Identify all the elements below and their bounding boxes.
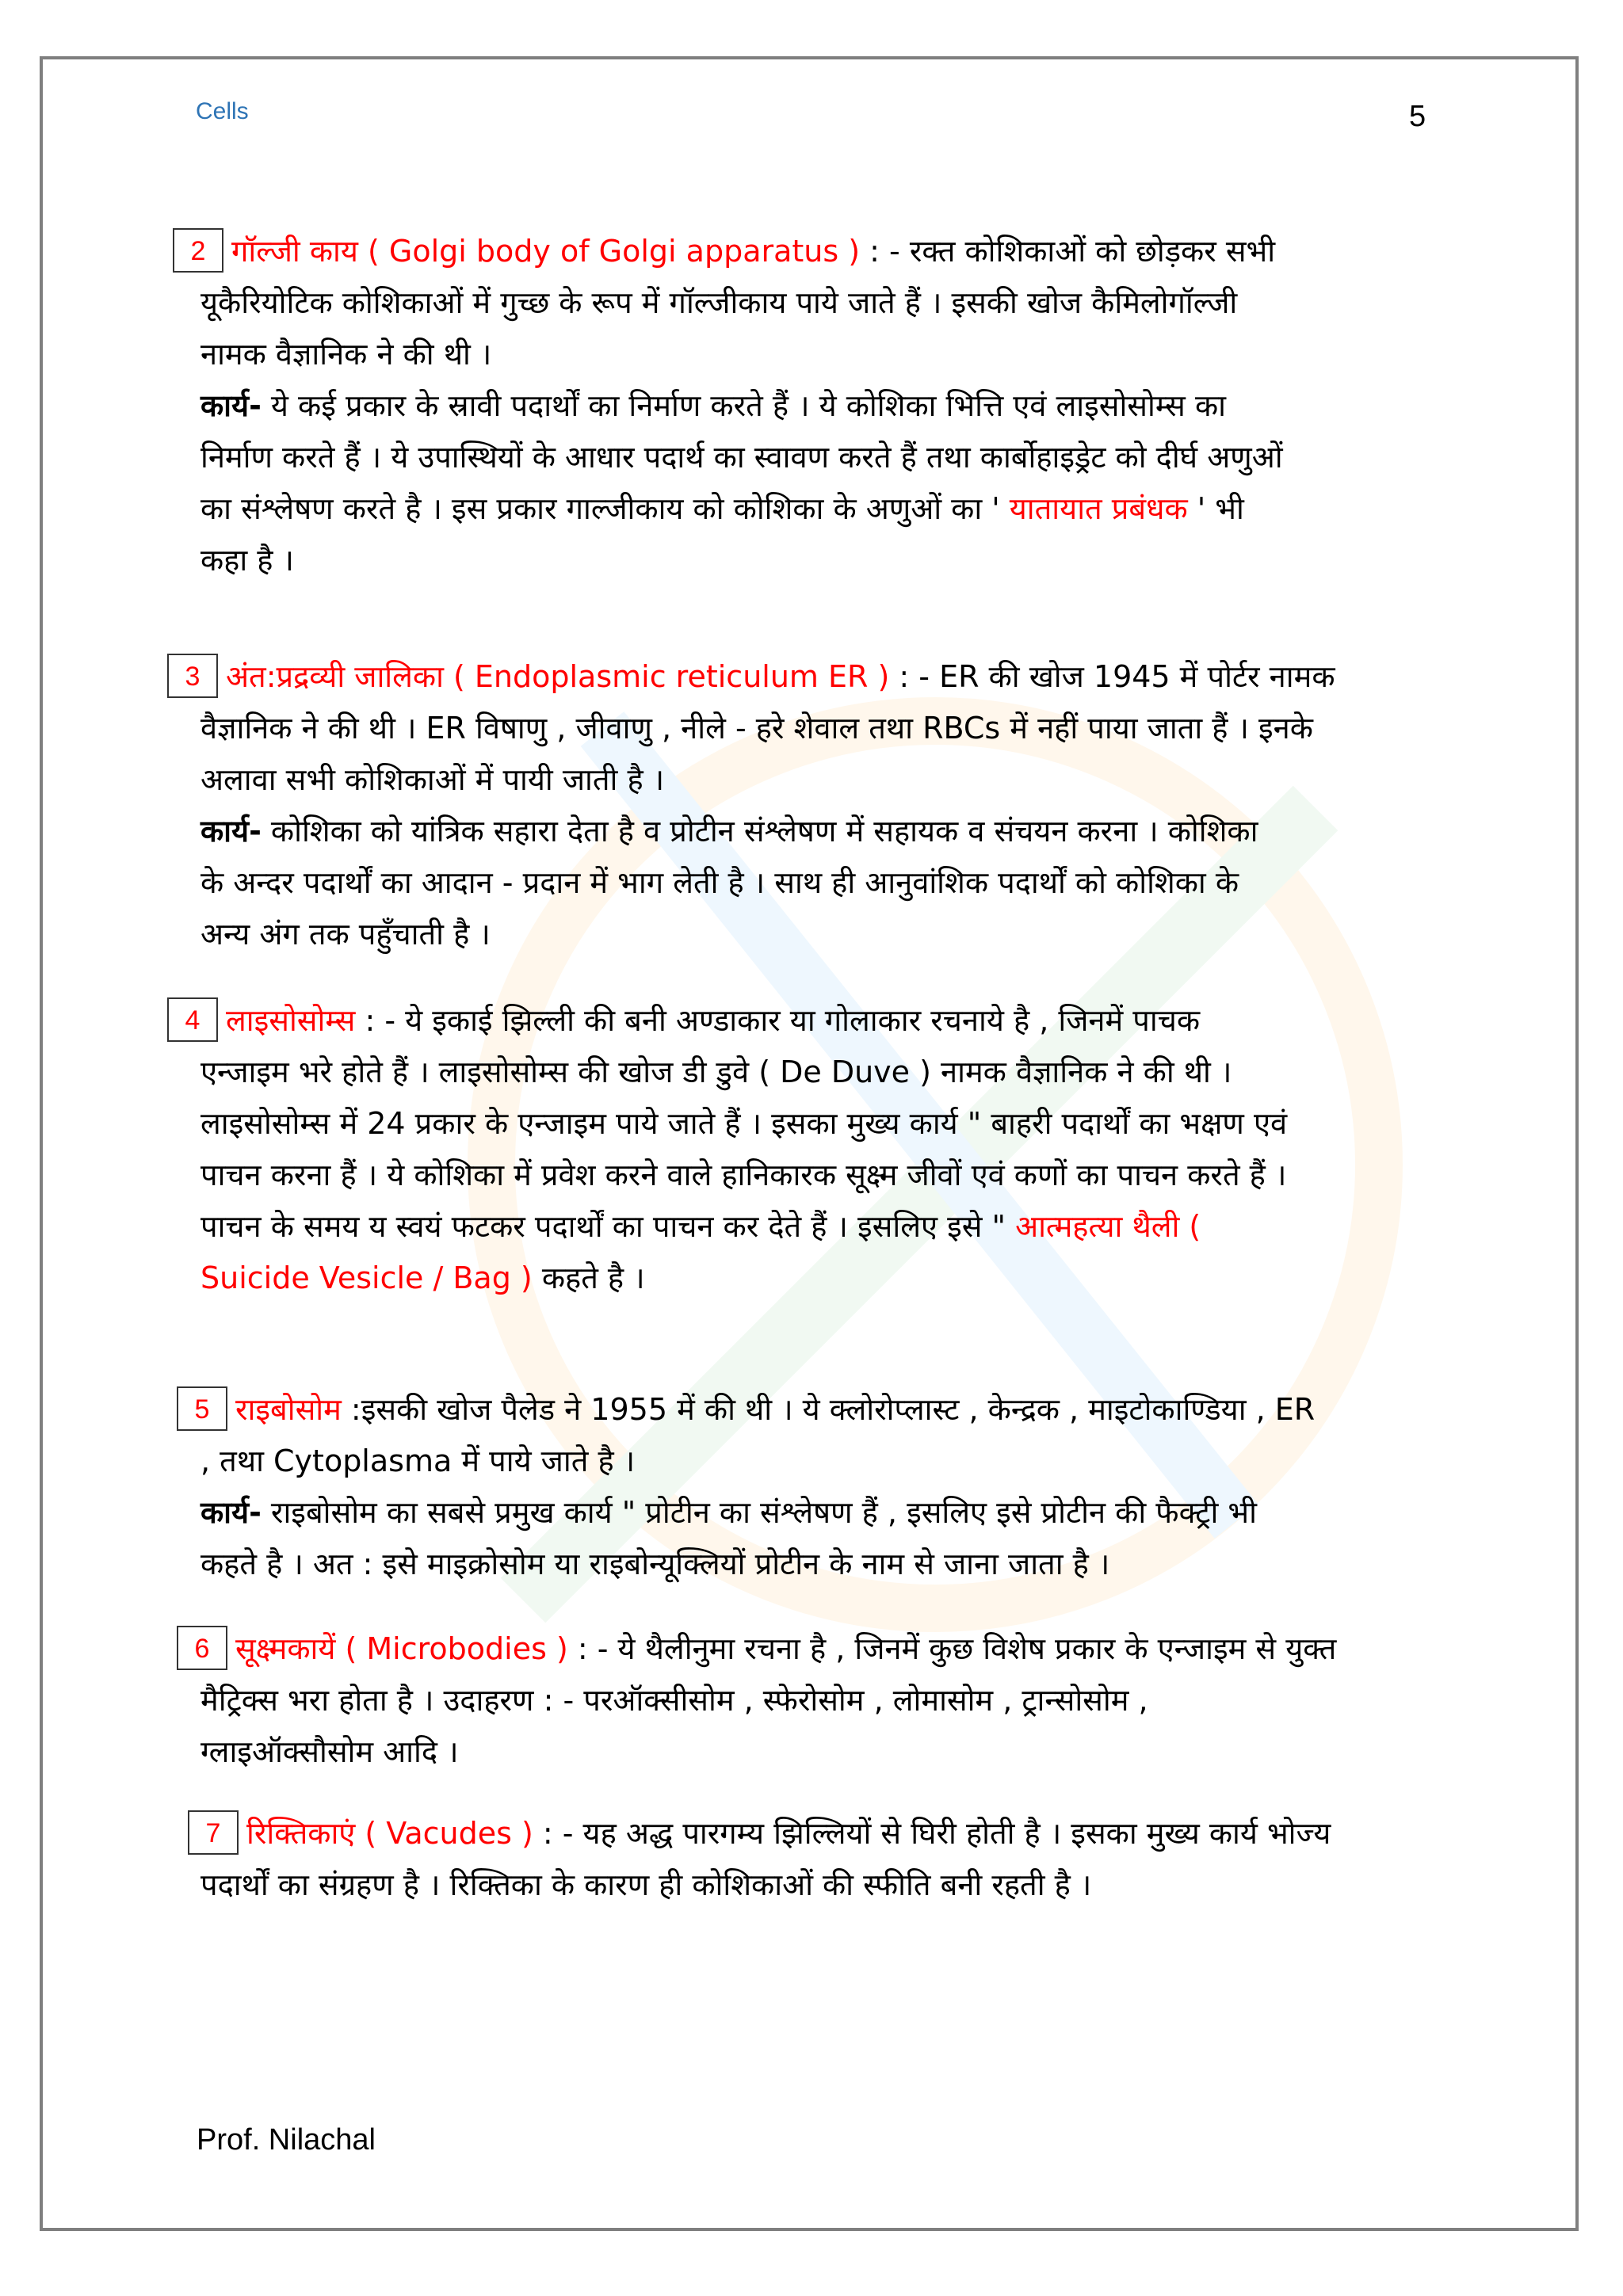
section-text: : - ER की खोज 1945 में पोर्टर नामक (889, 659, 1335, 694)
section-text: एन्जाइम भरे होते हैं । लाइसोसोम्स की खोज डी डुवे ( De Duve ) नामक वैज्ञानिक ने की थी । (200, 1055, 1232, 1089)
section-text: :इसकी खोज पैलेड ने 1955 में की थी । ये क्लोरोप्लास्ट , केन्द्रक , माइटोकाण्डिया , ER (341, 1392, 1316, 1427)
section-golgi-body (190, 226, 1453, 586)
section-text: पाचन करना हैं । ये कोशिका में प्रवेश करने वाले हानिकारक सूक्ष्म जीवों एवं कणों का पाचन करते हैं । (200, 1158, 1287, 1192)
section-text: कहा है । (200, 543, 294, 578)
section-text: निर्माण करते हैं । ये उपास्थियों के आधार पदार्थ का स्वावण करते हैं तथा कार्बोहाइड्रेट को दीर्घ अणुओं (200, 440, 1283, 475)
section-text: : - रक्त कोशिकाओं को छोड़कर सभी (860, 234, 1276, 269)
section-text: अन्य अंग तक पहुँचाती है । (200, 917, 491, 952)
section-text: अलावा सभी कोशिकाओं में पायी जाती है । (200, 762, 665, 797)
section-text: वैज्ञानिक ने की थी । ER विषाणु , जीवाणु , नीले - हरे शेवाल तथा RBCs में नहीं पाया जाता हैं । इनके (200, 711, 1313, 746)
section-text: ये कई प्रकार के स्रावी पदार्थों का निर्माण करते हैं । ये कोशिका भित्ति एवं लाइसोसोम्स का (261, 388, 1226, 423)
section-text: : - ये थैलीनुमा रचना है , जिनमें कुछ विशेष प्रकार के एन्जाइम से युक्त (567, 1631, 1337, 1666)
section-text: कहते है । (532, 1261, 645, 1295)
section-title: लाइसोसोम्स (226, 1003, 356, 1038)
section-text: कोशिका को यांत्रिक सहारा देता है व प्रोटीन संश्लेषण में सहायक व संचयन करना । कोशिका (261, 814, 1258, 849)
section-number-box: 2 (173, 228, 223, 273)
section-lysosomes (185, 995, 1453, 1304)
section-text: पाचन के समय य स्वयं फटकर पदार्थों का पाचन कर देते हैं । इसलिए इसे " (200, 1209, 1016, 1244)
highlight-term: यातायात प्रबंधक (1009, 491, 1188, 526)
footer-author: Prof. Nilachal (197, 2123, 376, 2157)
section-number-box: 3 (167, 654, 218, 698)
section-number-box: 5 (177, 1386, 227, 1431)
section-title: सूक्ष्मकायें ( Microbodies ) (235, 1631, 568, 1666)
running-header: Cells (196, 98, 249, 124)
section-title: राइबोसोम (235, 1392, 342, 1427)
section-text: ' भी (1187, 491, 1244, 526)
function-label: कार्य- (200, 1495, 262, 1530)
page-number: 5 (1409, 100, 1426, 133)
section-text: लाइसोसोम्स में 24 प्रकार के एन्जाइम पाये जाते हैं । इसका मुख्य कार्य " बाहरी पदार्थों का भक्षण एवं (200, 1106, 1288, 1141)
section-text: , तथा Cytoplasma में पाये जाते है । (200, 1444, 636, 1478)
section-text: यूकैरियोटिक कोशिकाओं में गुच्छ के रूप में गॉल्जीकाय पाये जाते हैं । इसकी खोज कैमिलोगॉल्जी (200, 285, 1238, 320)
section-number-box: 7 (188, 1810, 239, 1855)
section-text: मैट्रिक्स भरा होता है । उदाहरण : - परऑक्सीसोम , स्फेरोसोम , लोमासोम , ट्रान्सोसोम , (200, 1683, 1148, 1718)
section-title: गॉल्जी काय ( Golgi body of Golgi apparatus ) (231, 234, 861, 269)
function-label: कार्य- (200, 814, 262, 849)
highlight-term: Suicide Vesicle / Bag ) (200, 1261, 533, 1295)
section-title: अंत:प्रद्रव्यी जालिका ( Endoplasmic reticulum ER ) (226, 659, 890, 694)
section-vacuoles (200, 1808, 1453, 1911)
section-text: : - ये इकाई झिल्ली की बनी अण्डाकार या गोलाकार रचनाये है , जिनमें पाचक (355, 1003, 1201, 1038)
section-text: पदार्थों का संग्रहण है । रिक्तिका के कारण ही कोशिकाओं की स्फीति बनी रहती है । (200, 1867, 1092, 1902)
section-text: नामक वैज्ञानिक ने की थी । (200, 337, 492, 372)
section-text: कहते है । अत : इसे माइक्रोसोम या राइबोन्यूक्लियों प्रोटीन के नाम से जाना जाता है । (200, 1547, 1110, 1581)
section-number-box: 6 (177, 1626, 227, 1670)
section-endoplasmic-reticulum (185, 651, 1453, 960)
section-title: रिक्तिकाएं ( Vacudes ) (246, 1816, 533, 1851)
section-ribosome (194, 1384, 1453, 1590)
section-number-box: 4 (167, 997, 218, 1042)
section-text: ग्लाइऑक्सौसोम आदि । (200, 1734, 459, 1769)
section-text: का संश्लेषण करते है । इस प्रकार गाल्जीकाय को कोशिका के अणुओं का ' (200, 491, 1010, 526)
section-text: : - यह अद्ध पारगम्य झिल्लियों से घिरी होती है । इसका मुख्य कार्य भोज्य (533, 1816, 1331, 1851)
section-text: राइबोसोम का सबसे प्रमुख कार्य " प्रोटीन का संश्लेषण हैं , इसलिए इसे प्रोटीन की फैक्ट्री भी (261, 1495, 1257, 1530)
function-label: कार्य- (200, 388, 262, 423)
section-microbodies (194, 1623, 1453, 1778)
highlight-term: आत्महत्या थैली ( (1015, 1209, 1201, 1244)
section-text: के अन्दर पदार्थों का आदान - प्रदान में भाग लेती है । साथ ही आनुवांशिक पदार्थों को कोशिका के (200, 865, 1239, 900)
